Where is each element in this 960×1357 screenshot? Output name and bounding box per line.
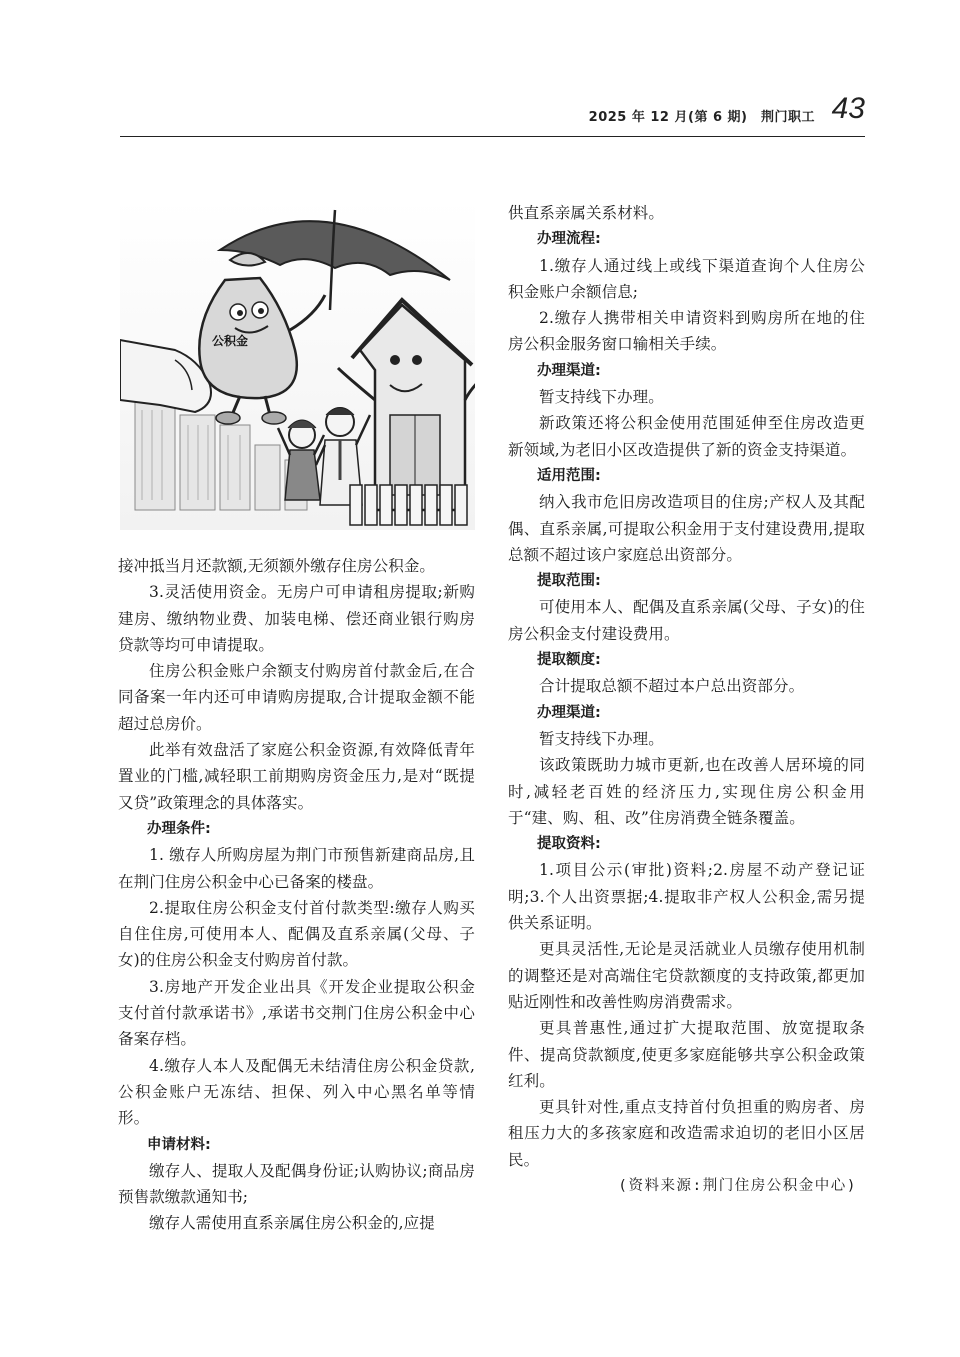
- section-heading: 提取资料:: [537, 836, 601, 853]
- body-paragraph: 此举有效盘活了家庭公积金资源,有效降低青年置业的门槛,减轻职工前期购房资金压力,是对“既提又贷”政策理念的具体落实。: [118, 741, 475, 812]
- right-column: [508, 200, 865, 1199]
- body-paragraph: 新政策还将公积金使用范围延伸至住房改造更新领域,为老旧小区改造提供了新的资金支持渠道。: [508, 414, 865, 459]
- body-paragraph: 缴存人、提取人及配偶身份证;认购协议;商品房预售款缴款通知书;: [118, 1161, 475, 1207]
- page-header: [120, 90, 865, 137]
- section-heading: 办理渠道:: [537, 362, 601, 379]
- section-heading: 申请材料:: [147, 1136, 211, 1153]
- body-paragraph: 4.缴存人本人及配偶无未结清住房公积金贷款,公积金账户无冻结、担保、列入中心黑名单等情形。: [118, 1056, 475, 1128]
- section-heading: 提取额度:: [537, 652, 601, 669]
- body-paragraph: 该政策既助力城市更新,也在改善人居环境的同时,减轻老百姓的经济压力,实现住房公积金用于“建、购、租、改”住房消费全链条覆盖。: [508, 756, 865, 827]
- body-paragraph: 1.项目公示(审批)资料;2.房屋不动产登记证明;3.个人出资票据;4.提取非产权人公积金,需另提供关系证明。: [508, 861, 865, 933]
- body-paragraph: 暂支持线下办理。: [539, 388, 664, 407]
- body-paragraph: 纳入我市危旧房改造项目的住房;产权人及其配偶、直系亲属,可提取公积金用于支付建设费用,提取总额不超过该户家庭总出资部分。: [508, 493, 865, 564]
- body-paragraph: 供直系亲属关系材料。: [508, 204, 665, 222]
- issue-info: 2025 年 12 月(第 6 期) 荆门职工: [588, 110, 815, 125]
- section-heading: 提取范围:: [537, 573, 601, 590]
- section-heading: 办理流程:: [537, 231, 601, 248]
- source-credit: (资料来源:荆门住房公积金中心): [618, 1177, 857, 1194]
- bag-label: 公积金: [212, 334, 249, 348]
- body-paragraph: 2.缴存人携带相关申请资料到购房所在地的住房公积金服务窗口输相关手续。: [508, 309, 865, 354]
- body-paragraph: 1.缴存人通过线上或线下渠道查询个人住房公积金账户余额信息;: [508, 256, 865, 301]
- section-heading: 办理条件:: [147, 820, 211, 837]
- left-column: [118, 553, 475, 1237]
- section-heading: 办理渠道:: [537, 704, 601, 721]
- page-number: 43: [831, 92, 865, 125]
- body-paragraph: 2.提取住房公积金支付首付款类型:缴存人购买自住住房,可使用本人、配偶及直系亲属(父母、子女)的住房公积金支付购房首付款。: [118, 898, 475, 970]
- body-paragraph: 缴存人需使用直系亲属住房公积金的,应提: [149, 1214, 435, 1233]
- body-paragraph: 1. 缴存人所购房屋为荆门市预售新建商品房,且在荆门住房公积金中心已备案的楼盘。: [118, 846, 475, 891]
- section-heading: 适用范围:: [537, 467, 601, 484]
- housing-fund-illustration: [120, 200, 475, 530]
- body-paragraph: 更具针对性,重点支持首付负担重的购房者、房租压力大的多孩家庭和改造需求迫切的老旧小区居民。: [508, 1098, 865, 1169]
- body-paragraph: 可使用本人、配偶及直系亲属(父母、子女)的住房公积金支付建设费用。: [508, 598, 865, 643]
- body-paragraph: 接冲抵当月还款额,无须额外缴存住房公积金。: [118, 557, 436, 575]
- body-paragraph: 合计提取总额不超过本户总出资部分。: [539, 677, 805, 696]
- body-paragraph: 更具普惠性,通过扩大提取范围、放宽提取条件、提高贷款额度,使更多家庭能够共享公积金政策红利。: [508, 1019, 865, 1090]
- body-paragraph: 更具灵活性,无论是灵活就业人员缴存使用机制的调整还是对高端住宅贷款额度的支持政策,都更加贴近刚性和改善性购房消费需求。: [508, 940, 865, 1011]
- body-paragraph: 暂支持线下办理。: [539, 729, 664, 748]
- body-paragraph: 3.房地产开发企业出具《开发企业提取公积金支付首付款承诺书》,承诺书交荆门住房公积金中心备案存档。: [118, 977, 475, 1049]
- body-paragraph: 住房公积金账户余额支付购房首付款金后,在合同备案一年内还可申请购房提取,合计提取金额不能超过总房价。: [118, 662, 475, 733]
- body-paragraph: 3.灵活使用资金。无房户可申请租房提取;新购建房、缴纳物业费、加装电梯、偿还商业银行购房贷款等均可申请提取。: [118, 583, 475, 654]
